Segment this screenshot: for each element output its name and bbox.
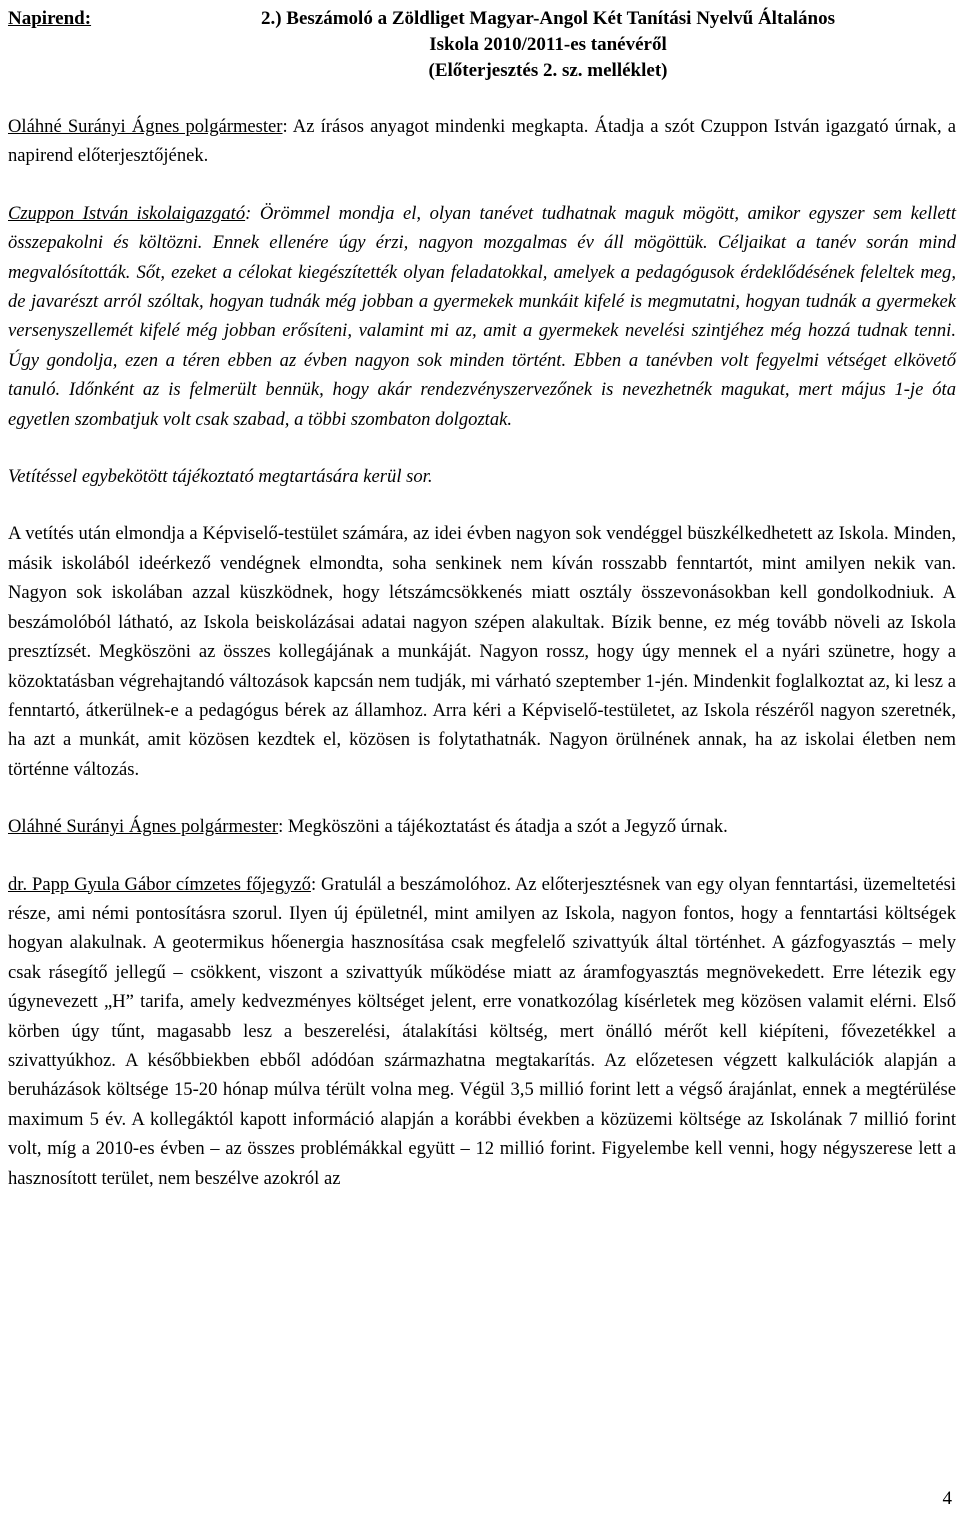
page-number: 4: [942, 1488, 952, 1509]
agenda-title-line-1: 2.) Beszámoló a Zöldliget Magyar-Angol Két Tanítási Nyelvű Általános: [260, 8, 836, 29]
paragraph-text: : Az írásos anyagot mindenki megkapta. Átadja a szót Czuppon István igazgató úrnak, a napirend előterjesztőjének.: [8, 116, 956, 167]
agenda-label: Napirend:: [8, 8, 92, 29]
paragraph-mayor-thanks: [8, 812, 956, 841]
agenda-title-line-2: Iskola 2010/2011-es tanévéről: [429, 34, 667, 55]
speaker-principal: Czuppon István iskolaigazgató: [8, 202, 246, 224]
agenda-heading: [8, 6, 956, 84]
paragraph-mayor-opening: [8, 112, 956, 171]
speaker-mayor: Oláhné Surányi Ágnes polgármester: [8, 816, 279, 838]
document-page: [8, 0, 956, 1193]
paragraph-after-projection: A vetítés után elmondja a Képviselő-testület számára, az idei évben nagyon sok vendéggel büszkélkedhetett az Iskola. Minden, másik iskolából ideérkező vendégnek elmondta, soha senkinek nem kíván rosszabb fenntartót, mint amilyen nekik van. Nagyon sok iskolában azzal küszködnek, hogy létszámcsökkenés miatt osztály összevonásokban kell gondolkodniuk. A beszámolóból látható, az Iskola beiskolázásai adatai nagyon szépen alakultak. Bízik benne, ez még tovább növeli az Iskola presztízsét. Megköszöni az összes kollegájának a munkáját. Nagyon rossz, hogy úgy mennek el a nyári szünetre, hogy a közoktatásban végrehajtandó változások kapcsán nem tudják, mi várható szeptember 1-jén. Mindenkit foglalkoztat az, ki lesz a fenntartó, átkerülnek-e a pedagógus bérek az államhoz. Arra kéri a Képviselő-testületet, az Iskola részéről nagyon szeretnék, ha azt a munkát, amit közösen kezdtek el, közösen is folytathatnák. Nagyon örülnének annak, ha az iskolai életben nem történne változás.: [8, 523, 956, 780]
agenda-title: [140, 6, 956, 84]
paragraph-text: : Örömmel mondja el, olyan tanévet tudhatnak maguk mögött, amikor egyszer sem kellett összepakolni és költözni. Ennek ellenére úgy érzi, nagyon mozgalmas év áll mögöttük. Céljaikat a tanév során mind megvalósították. Sőt, ezeket a célokat kiegészítették olyan feladatokkal, amelyek a pedagógusok érdeklődésének feleltek meg, de javarészt arról szóltak, hogyan tudnák még jobban a gyermekek munkáit kifelé is megmutatni, hogyan tudnák a gyermekek versenyszellemét kifelé még jobban erősíteni, valamint mi az, amit a gyermekek nevelési szintjéhez még hozzá tudnak tenni. Úgy gondolja, ezen a téren ebben az évben nagyon sok minden történt. Ebben a tanévben volt fegyelmi vétséget elkövető tanuló. Időnként az is felmerült bennük, hogy akár rendezvényszervezőnek is nevezhetnék magukat, mert május 1-je óta egyetlen szombatjuk volt csak szabad, a többi szombaton dolgoztak.: [8, 202, 956, 430]
paragraph-notary: [8, 870, 956, 1193]
agenda-title-line-3: (Előterjesztés 2. sz. melléklet): [428, 60, 668, 81]
speaker-notary: dr. Papp Gyula Gábor címzetes főjegyző: [8, 873, 311, 895]
paragraph-projection-note: Vetítéssel egybekötött tájékoztató megtartására kerül sor.: [8, 466, 433, 488]
paragraph-text: : Gratulál a beszámolóhoz. Az előterjesztésnek van egy olyan fenntartási, üzemeltetési része, ami némi pontosításra szorul. Ilyen új épületnél, mint amilyen az Iskola, nagyon fontos, hogy a fenntartási költségek hogyan alakulnak. A geotermikus hőenergia hasznosítása csak megfelelő szivattyúk által történhet. A gázfogyasztás – mely csak rásegítő jellegű – csökkent, viszont a szivattyúk működése miatt az áramfogyasztás megnövekedett. Erre létezik egy úgynevezett „H” tarifa, amely kedvezményes költséget jelent, erre vonatkozólag kísérletek meg közösen valamit elérni. Első körben úgy tűnt, magasabb lesz a beszerelési, átalakítási költség, mert önálló mérőt kell kiépíteni, fővezetékkel a szivattyúkhoz. A későbbiekben ebből adódóan származhatna megtakarítás. Az előzetesen végzett kalkulációk alapján a beruházások költsége 15-20 hónap múlva térült volna meg. Végül 3,5 millió forint lett a végső árajánlat, ennek a megtérülése maximum 5 év. A kollegáktól kapott információ alapján a korábbi években a közüzemi költsége az Iskolának 7 millió forint volt, míg a 2010-es évben – az összes problémákkal együtt – 12 millió forint. Figyelembe kell venni, hogy négyszerese lett a hasznosított terület, nem beszélve azokról az: [8, 873, 956, 1189]
paragraph-principal: [8, 199, 956, 434]
speaker-mayor: Oláhné Surányi Ágnes polgármester: [8, 116, 283, 137]
paragraph-text: : Megköszöni a tájékoztatást és átadja a szót a Jegyző úrnak.: [278, 816, 728, 838]
